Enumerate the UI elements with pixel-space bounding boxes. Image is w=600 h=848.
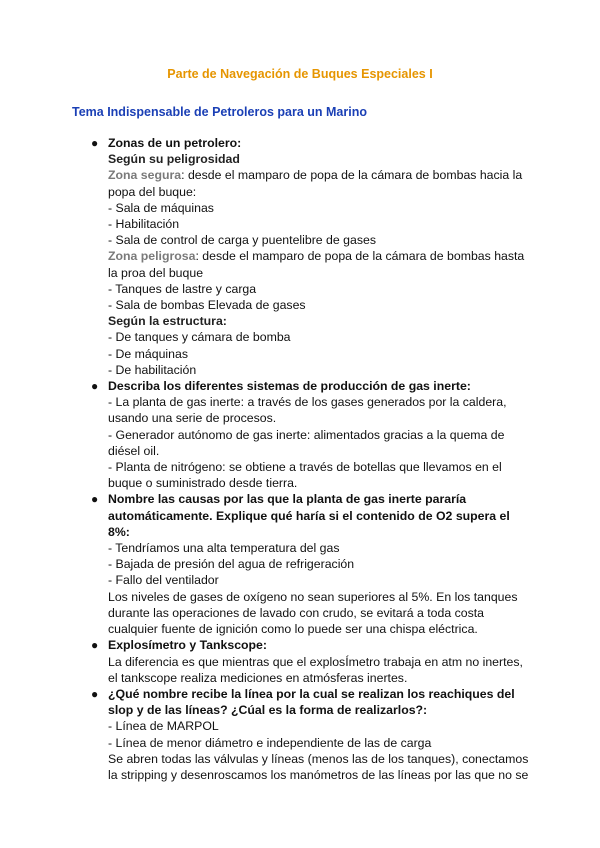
zona-segura-text: : desde el mamparo de popa de la cámara de bombas hacia la (181, 168, 523, 183)
zona-peligrosa-line (108, 248, 528, 264)
section-causas-parada (91, 491, 528, 637)
text-line: usando una serie de procesos. (108, 411, 277, 426)
section-heading: ¿Qué nombre recibe la línea por la cual se realizan los reachiques del (108, 686, 515, 701)
bullet-icon: ● (91, 136, 99, 150)
text-line: - Planta de nitrógeno: se obtiene a través de botellas que llevamos en el (108, 460, 502, 475)
list-item: - Sala de bombas Elevada de gases (108, 298, 306, 313)
zona-segura-label: Zona segura (108, 168, 182, 183)
bullet-icon: ● (91, 686, 99, 701)
section-heading: Zonas de un petrolero: (108, 136, 242, 150)
list-item: - De máquinas (108, 346, 188, 361)
section-heading: 8%: (108, 524, 130, 539)
section-heading: automáticamente. Explique qué haría si el contenido de O2 supera el (108, 508, 510, 523)
section-heading: Nombre las causas por las que la planta de gas inerte pararía (108, 492, 467, 507)
text-line: - La planta de gas inerte: a través de los gases generados por la caldera, (108, 395, 507, 410)
section-heading: slop y de las líneas? ¿Cúal es la forma de realizarlos?: (108, 703, 428, 718)
text-line: Los niveles de gases de oxígeno no sean superiores al 5%. En los tanques (108, 589, 518, 604)
document-title: Parte de Navegación de Buques Especiales I (167, 67, 433, 81)
list-item: - De habilitación (108, 362, 197, 377)
section-explosimetro (91, 637, 528, 686)
section-zonas-petrolero (91, 135, 528, 378)
text-line: cualquier fuente de ignición como lo puede ser una chispa eléctrica. (108, 622, 478, 637)
text-line: - Tendríamos una alta temperatura del gas (108, 541, 340, 556)
zona-peligrosa-text: : desde el mamparo de popa de la cámara de bombas hasta (195, 249, 525, 264)
document-content (91, 135, 529, 783)
list-item: - Sala de máquinas (108, 200, 214, 215)
text-line: la proa del buque (108, 265, 204, 280)
document-subtitle: Tema Indispensable de Petroleros para un Marino (72, 105, 367, 119)
subheading: Según su peligrosidad (108, 152, 240, 167)
bullet-icon: ● (91, 638, 99, 653)
text-line: - Fallo del ventilador (108, 573, 219, 588)
subheading: Según la estructura: (108, 314, 227, 329)
section-gas-inerte (91, 378, 528, 491)
text-line: - Línea de MARPOL (108, 719, 219, 734)
section-heading: Explosímetro y Tankscope: (108, 638, 267, 653)
text-line: durante las operaciones de lavado con crudo, se evitará a toda costa (108, 605, 484, 620)
bullet-icon: ● (91, 492, 99, 507)
list-item: - Sala de control de carga y puentelibre de gases (108, 233, 376, 248)
text-line: diésel oil. (108, 443, 160, 458)
section-heading: Describa los diferentes sistemas de producción de gas inerte: (108, 379, 471, 394)
zona-segura-line (108, 167, 528, 183)
text-line: - Línea de menor diámetro e independiente de las de carga (108, 735, 432, 750)
list-item: - Tanques de lastre y carga (108, 281, 257, 296)
text-line: el tankscope realiza mediciones en atmósferas inertes. (108, 670, 408, 685)
text-line: La diferencia es que mientras que el explosÍmetro trabaja en atm no inertes, (108, 654, 523, 669)
text-line: - Generador autónomo de gas inerte: alimentados gracias a la quema de (108, 427, 505, 442)
section-linea-reachique (91, 686, 529, 783)
bullet-icon: ● (91, 379, 99, 394)
list-item: - De tanques y cámara de bomba (108, 330, 291, 345)
text-line: Se abren todas las válvulas y líneas (menos las de los tanques), conectamos (108, 751, 529, 766)
text-line: buque o suministrado desde tierra. (108, 476, 298, 491)
text-line: la stripping y desenroscamos los manómetros de las líneas por las que no se (108, 767, 529, 782)
text-line: popa del buque: (108, 184, 197, 199)
text-line: - Bajada de presión del agua de refrigeración (108, 557, 355, 572)
list-item: - Habilitación (108, 217, 180, 232)
zona-peligrosa-label: Zona peligrosa (108, 249, 196, 264)
